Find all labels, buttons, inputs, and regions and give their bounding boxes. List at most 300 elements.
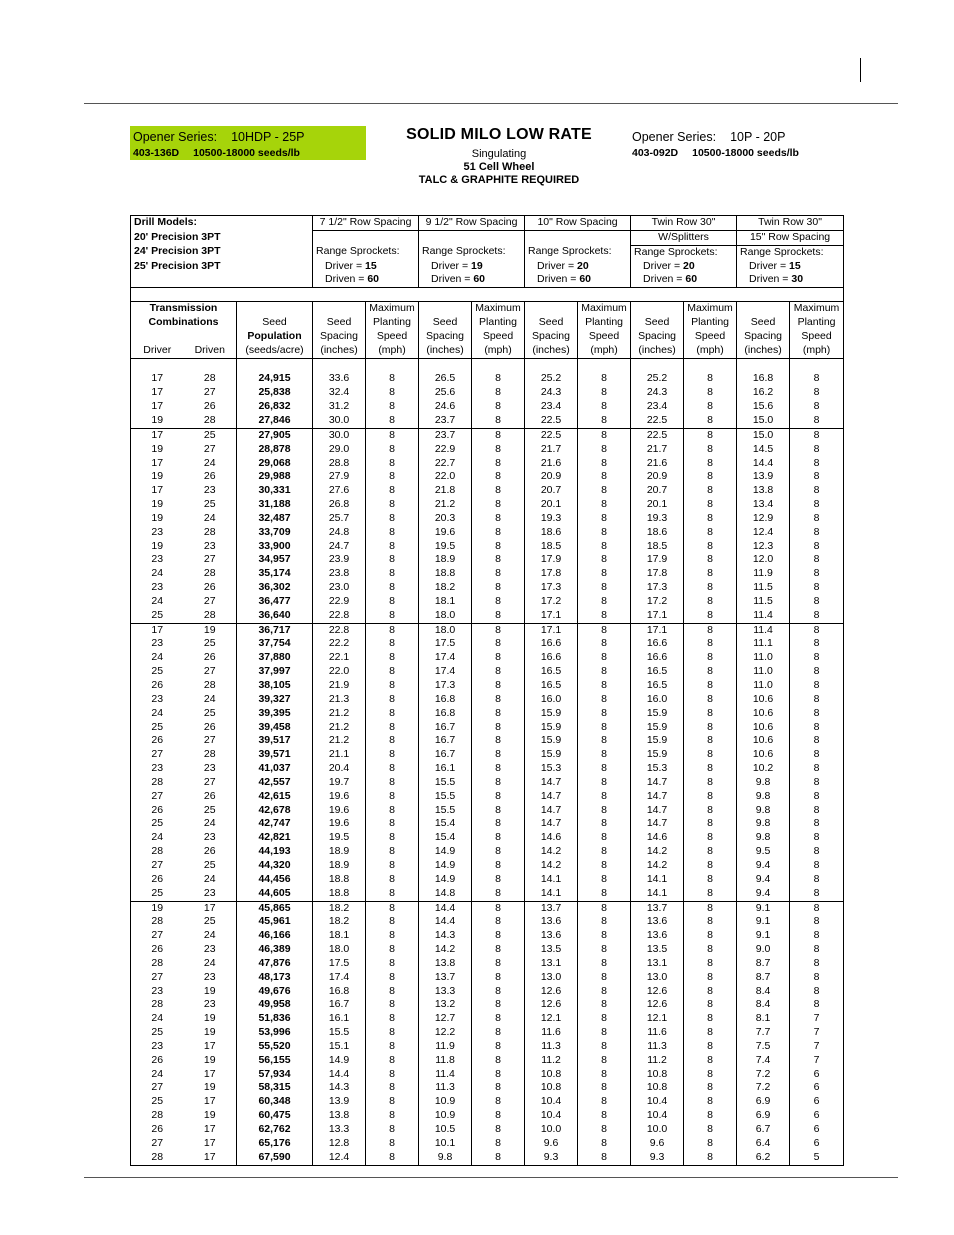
spacing-title-3: Twin Row 30" xyxy=(631,216,737,231)
drill-models-label: Drill Models: xyxy=(131,216,313,231)
driver-cell: 28 xyxy=(131,998,184,1012)
driven-cell: 19 xyxy=(203,984,216,997)
max-speed-cell: 8 xyxy=(366,831,419,845)
max-speed-cell: 8 xyxy=(472,693,525,707)
seed-spacing-cell: 18.2 xyxy=(313,915,366,929)
seed-spacing-cell: 6.7 xyxy=(737,1123,790,1137)
max-speed-cell: 8 xyxy=(472,734,525,748)
seed-spacing-cell: 16.6 xyxy=(631,637,684,651)
max-speed-cell: 8 xyxy=(790,372,844,386)
population-cell: 49,958 xyxy=(237,998,313,1012)
seed-spacing-cell: 22.1 xyxy=(313,651,366,665)
driven-value: 30 xyxy=(791,273,804,286)
max-speed-cell: 8 xyxy=(684,428,737,442)
seed-spacing-header: (inches) xyxy=(313,344,366,358)
max-speed-cell: 6 xyxy=(790,1068,844,1082)
population-cell: 36,640 xyxy=(237,609,313,623)
max-speed-cell: 8 xyxy=(366,595,419,609)
driver-cell: 23 xyxy=(131,985,184,999)
table-row xyxy=(131,665,844,679)
seed-spacing-cell: 15.6 xyxy=(737,400,790,414)
table-row xyxy=(131,873,844,887)
max-speed-cell: 8 xyxy=(790,693,844,707)
seed-spacing-cell: 12.9 xyxy=(737,512,790,526)
driven-cell: 19 xyxy=(184,623,237,637)
population-cell: 60,475 xyxy=(237,1109,313,1123)
max-speed-cell: 8 xyxy=(578,400,631,414)
population-cell: 42,821 xyxy=(237,831,313,845)
population-cell: 41,037 xyxy=(237,762,313,776)
seed-spacing-cell: 15.9 xyxy=(631,707,684,721)
seed-spacing-cell: 11.6 xyxy=(525,1026,578,1040)
max-speed-cell: 8 xyxy=(366,651,419,665)
driven-sprocket-3 xyxy=(631,273,737,287)
max-speed-cell: 8 xyxy=(790,762,844,776)
seed-spacing-cell: 19.6 xyxy=(313,790,366,804)
seed-spacing-cell: 8.7 xyxy=(737,957,790,971)
max-speed-cell: 8 xyxy=(684,693,737,707)
spacing-subtitle-2 xyxy=(525,230,631,245)
max-speed-cell: 8 xyxy=(790,400,844,414)
seed-spacing-header: Seed xyxy=(419,316,472,330)
max-speed-cell: 6 xyxy=(790,1081,844,1095)
max-speed-cell: 8 xyxy=(578,679,631,693)
seed-spacing-cell: 24.3 xyxy=(525,386,578,400)
title-block xyxy=(380,126,618,186)
seed-spacing-header: Spacing xyxy=(419,330,472,344)
table-row xyxy=(131,1123,844,1137)
max-speed-cell: 8 xyxy=(472,845,525,859)
driver-cell: 19 xyxy=(131,498,184,512)
population-cell: 45,865 xyxy=(237,901,313,915)
max-speed-cell: 8 xyxy=(684,817,737,831)
max-speed-cell: 8 xyxy=(472,901,525,915)
seed-spacing-cell: 13.1 xyxy=(631,957,684,971)
driven-cell: 25 xyxy=(203,706,216,719)
population-cell: 38,105 xyxy=(237,679,313,693)
seed-spacing-cell: 11.3 xyxy=(631,1040,684,1054)
max-speed-cell: 8 xyxy=(366,498,419,512)
max-speed-cell: 8 xyxy=(472,1068,525,1082)
page-title: SOLID MILO LOW RATE xyxy=(406,126,592,143)
max-speed-cell: 8 xyxy=(366,1123,419,1137)
seed-spacing-cell: 24.8 xyxy=(313,526,366,540)
table-row xyxy=(131,901,844,915)
max-speed-header: (mph) xyxy=(366,344,419,358)
table-row xyxy=(131,1068,844,1082)
seed-spacing-cell: 18.8 xyxy=(313,887,366,901)
max-speed-cell: 7 xyxy=(790,1040,844,1054)
max-speed-header: Maximum xyxy=(790,302,844,316)
population-cell: 44,605 xyxy=(237,887,313,901)
seed-spacing-cell: 14.2 xyxy=(525,845,578,859)
driven-cell: 19 xyxy=(203,1081,216,1094)
max-speed-cell: 8 xyxy=(684,526,737,540)
spacer-cell xyxy=(684,358,737,372)
seed-spacing-cell: 13.8 xyxy=(419,957,472,971)
driven-cell: 25 xyxy=(203,498,216,511)
seed-spacing-cell: 30.0 xyxy=(313,414,366,428)
seed-spacing-cell: 14.7 xyxy=(525,776,578,790)
driven-cell: 17 xyxy=(203,1039,216,1052)
driver-cell: 27 xyxy=(131,1081,184,1095)
population-cell: 28,878 xyxy=(237,443,313,457)
driver-cell: 26 xyxy=(131,1123,184,1137)
population-cell: 37,880 xyxy=(237,651,313,665)
max-speed-cell: 8 xyxy=(578,971,631,985)
driven-cell: 17 xyxy=(203,1123,216,1135)
driver-cell: 27 xyxy=(131,790,184,804)
max-speed-cell: 8 xyxy=(578,540,631,554)
max-speed-cell: 8 xyxy=(578,734,631,748)
driven-cell: 19 xyxy=(203,1053,216,1066)
driver-cell: 24 xyxy=(131,1068,184,1082)
max-speed-cell: 8 xyxy=(790,957,844,971)
max-speed-cell: 8 xyxy=(684,957,737,971)
population-header: Seed xyxy=(237,316,313,330)
max-speed-cell: 8 xyxy=(472,859,525,873)
max-speed-header: (mph) xyxy=(578,344,631,358)
max-speed-cell: 8 xyxy=(472,790,525,804)
seed-spacing-cell: 17.4 xyxy=(313,971,366,985)
table-row xyxy=(131,915,844,929)
max-speed-cell: 8 xyxy=(790,443,844,457)
transmission-header: Transmission xyxy=(131,302,237,316)
driven-sprocket-1 xyxy=(419,273,525,287)
population-cell: 49,676 xyxy=(237,985,313,999)
max-speed-cell: 8 xyxy=(366,1068,419,1082)
table-row xyxy=(131,985,844,999)
seed-spacing-cell: 10.8 xyxy=(525,1068,578,1082)
max-speed-cell: 8 xyxy=(684,372,737,386)
seed-spacing-cell: 15.1 xyxy=(313,1040,366,1054)
max-speed-cell: 8 xyxy=(578,428,631,442)
table-row xyxy=(131,957,844,971)
driven-value: 60 xyxy=(473,273,486,286)
seed-spacing-cell: 10.8 xyxy=(631,1068,684,1082)
seed-spacing-cell: 12.6 xyxy=(631,985,684,999)
max-speed-cell: 8 xyxy=(472,414,525,428)
max-speed-cell: 8 xyxy=(366,1151,419,1165)
driver-cell: 27 xyxy=(131,1137,184,1151)
seed-spacing-cell: 18.8 xyxy=(419,567,472,581)
table-row xyxy=(131,971,844,985)
seed-spacing-cell: 14.8 xyxy=(419,887,472,901)
seed-spacing-cell: 7.4 xyxy=(737,1054,790,1068)
population-cell: 56,155 xyxy=(237,1054,313,1068)
driven-cell: 23 xyxy=(203,484,216,497)
max-speed-cell: 8 xyxy=(790,679,844,693)
max-speed-cell: 8 xyxy=(684,567,737,581)
population-cell: 42,615 xyxy=(237,790,313,804)
population-cell: 39,327 xyxy=(237,693,313,707)
max-speed-cell: 8 xyxy=(578,498,631,512)
seed-spacing-cell: 9.4 xyxy=(737,887,790,901)
seed-spacing-cell: 20.4 xyxy=(313,762,366,776)
max-speed-cell: 8 xyxy=(684,971,737,985)
max-speed-cell: 8 xyxy=(366,512,419,526)
seed-spacing-cell: 14.1 xyxy=(631,873,684,887)
seed-spacing-cell: 16.8 xyxy=(737,372,790,386)
seed-spacing-cell: 7.5 xyxy=(737,1040,790,1054)
range-sprockets-label-2: Range Sprockets: xyxy=(525,245,631,259)
seed-spacing-cell: 11.2 xyxy=(525,1054,578,1068)
seed-spacing-cell: 30.0 xyxy=(313,428,366,442)
max-speed-cell: 8 xyxy=(578,470,631,484)
population-cell: 30,331 xyxy=(237,484,313,498)
table-row xyxy=(131,553,844,567)
max-speed-cell: 8 xyxy=(578,1151,631,1165)
max-speed-cell: 8 xyxy=(578,665,631,679)
max-speed-cell: 8 xyxy=(366,804,419,818)
max-speed-cell: 8 xyxy=(472,470,525,484)
max-speed-cell: 8 xyxy=(578,414,631,428)
seed-spacing-cell: 22.7 xyxy=(419,457,472,471)
population-cell: 36,477 xyxy=(237,595,313,609)
driver-cell: 23 xyxy=(131,581,184,595)
population-cell: 55,520 xyxy=(237,1040,313,1054)
seed-spacing-cell: 13.3 xyxy=(313,1123,366,1137)
max-speed-cell: 8 xyxy=(472,428,525,442)
max-speed-cell: 8 xyxy=(578,1109,631,1123)
max-speed-cell: 8 xyxy=(684,498,737,512)
driven-cell: 23 xyxy=(203,831,216,844)
population-cell: 48,173 xyxy=(237,971,313,985)
seed-spacing-cell: 21.3 xyxy=(313,693,366,707)
max-speed-cell: 6 xyxy=(790,1095,844,1109)
seed-spacing-cell: 18.5 xyxy=(631,540,684,554)
max-speed-cell: 8 xyxy=(684,734,737,748)
seed-spacing-cell: 11.0 xyxy=(737,651,790,665)
seed-spacing-cell: 32.4 xyxy=(313,386,366,400)
max-speed-cell: 8 xyxy=(684,470,737,484)
spacer-cell xyxy=(472,358,525,372)
max-speed-cell: 8 xyxy=(578,817,631,831)
seed-spacing-cell: 6.9 xyxy=(737,1095,790,1109)
max-speed-cell: 8 xyxy=(366,887,419,901)
seed-spacing-header xyxy=(313,302,366,316)
max-speed-cell: 7 xyxy=(790,1012,844,1026)
seed-rate-table xyxy=(130,215,844,1166)
table-row xyxy=(131,817,844,831)
seed-spacing-cell: 13.0 xyxy=(631,971,684,985)
max-speed-cell: 8 xyxy=(366,1109,419,1123)
max-speed-cell: 8 xyxy=(366,817,419,831)
driver-cell: 25 xyxy=(131,609,184,623)
seed-spacing-cell: 11.9 xyxy=(419,1040,472,1054)
max-speed-cell: 8 xyxy=(472,400,525,414)
seed-spacing-cell: 14.3 xyxy=(313,1081,366,1095)
max-speed-cell: 8 xyxy=(578,651,631,665)
seed-spacing-cell: 33.6 xyxy=(313,372,366,386)
seed-spacing-cell: 14.5 xyxy=(737,443,790,457)
max-speed-cell: 8 xyxy=(684,1081,737,1095)
seed-spacing-cell: 14.4 xyxy=(419,915,472,929)
max-speed-cell: 8 xyxy=(790,817,844,831)
driven-cell: 28 xyxy=(203,608,216,621)
seed-spacing-cell: 15.0 xyxy=(737,428,790,442)
population-cell: 29,988 xyxy=(237,470,313,484)
spacer-cell xyxy=(237,358,313,372)
max-speed-cell: 8 xyxy=(472,526,525,540)
driven-label: Driven = xyxy=(537,273,580,286)
max-speed-cell: 8 xyxy=(472,1109,525,1123)
max-speed-cell: 6 xyxy=(790,1109,844,1123)
seed-spacing-cell: 6.4 xyxy=(737,1137,790,1151)
driver-label: Driver = xyxy=(325,259,365,272)
seed-spacing-cell: 9.8 xyxy=(737,804,790,818)
max-speed-header: Planting xyxy=(578,316,631,330)
seed-spacing-cell: 16.8 xyxy=(419,693,472,707)
population-cell: 45,961 xyxy=(237,915,313,929)
max-speed-cell: 8 xyxy=(578,887,631,901)
population-cell: 60,348 xyxy=(237,1095,313,1109)
max-speed-cell: 8 xyxy=(684,595,737,609)
max-speed-cell: 8 xyxy=(790,498,844,512)
driver-sprocket-3 xyxy=(631,260,737,274)
population-header: Population xyxy=(237,330,313,344)
seed-spacing-header: Spacing xyxy=(525,330,578,344)
driven-cell: 25 xyxy=(203,637,216,650)
max-speed-cell: 8 xyxy=(472,595,525,609)
max-speed-cell: 8 xyxy=(472,386,525,400)
max-speed-cell: 8 xyxy=(684,623,737,637)
driven-cell: 17 xyxy=(184,1151,237,1165)
max-speed-cell: 8 xyxy=(790,414,844,428)
table-row xyxy=(131,457,844,471)
max-speed-cell: 8 xyxy=(684,873,737,887)
max-speed-cell: 8 xyxy=(790,707,844,721)
seed-spacing-cell: 12.8 xyxy=(313,1137,366,1151)
driven-cell: 17 xyxy=(203,1095,216,1108)
max-speed-cell: 8 xyxy=(366,623,419,637)
driver-header xyxy=(131,330,184,344)
population-cell: 42,678 xyxy=(237,804,313,818)
driven-label: Driven = xyxy=(325,273,368,286)
seed-spacing-cell: 13.5 xyxy=(525,943,578,957)
seed-spacing-cell: 13.7 xyxy=(631,901,684,915)
max-speed-cell: 8 xyxy=(366,526,419,540)
table-row xyxy=(131,1137,844,1151)
seed-spacing-cell: 21.7 xyxy=(631,443,684,457)
seed-spacing-cell: 22.2 xyxy=(313,637,366,651)
seed-spacing-cell: 10.8 xyxy=(631,1081,684,1095)
seed-spacing-cell: 18.0 xyxy=(419,609,472,623)
driven-cell: 23 xyxy=(203,762,216,775)
population-cell: 32,487 xyxy=(237,512,313,526)
max-speed-cell: 8 xyxy=(366,637,419,651)
opener-left-label: Opener Series: xyxy=(133,130,218,144)
seed-spacing-cell: 16.0 xyxy=(525,693,578,707)
population-cell: 24,915 xyxy=(237,372,313,386)
seed-spacing-cell: 25.6 xyxy=(419,386,472,400)
seed-spacing-cell: 23.7 xyxy=(419,414,472,428)
seed-spacing-cell: 21.1 xyxy=(313,748,366,762)
seed-spacing-cell: 15.9 xyxy=(525,748,578,762)
driver-header: Driver xyxy=(131,344,184,358)
max-speed-cell: 8 xyxy=(790,553,844,567)
max-speed-cell: 8 xyxy=(684,776,737,790)
max-speed-cell: 8 xyxy=(790,831,844,845)
max-speed-cell: 8 xyxy=(684,887,737,901)
max-speed-cell: 8 xyxy=(366,414,419,428)
seed-spacing-cell: 22.8 xyxy=(313,609,366,623)
seed-spacing-cell: 10.1 xyxy=(419,1137,472,1151)
seed-spacing-cell: 9.8 xyxy=(737,790,790,804)
seed-spacing-cell: 16.6 xyxy=(525,651,578,665)
seed-spacing-cell: 20.9 xyxy=(525,470,578,484)
driver-cell: 17 xyxy=(131,386,184,400)
driven-cell: 28 xyxy=(203,679,216,691)
spacer-cell xyxy=(790,358,844,372)
spacing-subtitle-0 xyxy=(313,230,419,245)
seed-spacing-cell: 23.8 xyxy=(313,567,366,581)
seed-spacing-cell: 22.8 xyxy=(313,623,366,637)
max-speed-cell: 8 xyxy=(472,998,525,1012)
spacing-title-0: 7 1/2" Row Spacing xyxy=(313,216,419,231)
max-speed-cell: 8 xyxy=(578,985,631,999)
max-speed-cell: 8 xyxy=(472,1040,525,1054)
seed-spacing-cell: 22.5 xyxy=(631,414,684,428)
population-cell: 39,395 xyxy=(237,707,313,721)
max-speed-cell: 8 xyxy=(578,693,631,707)
driver-cell: 25 xyxy=(131,887,184,901)
seed-spacing-cell: 18.1 xyxy=(313,929,366,943)
seed-spacing-cell: 10.4 xyxy=(631,1095,684,1109)
max-speed-cell: 6 xyxy=(790,1123,844,1137)
max-speed-header: Speed xyxy=(790,330,844,344)
driven-value: 60 xyxy=(367,273,380,286)
max-speed-cell: 8 xyxy=(684,1151,737,1165)
max-speed-cell: 8 xyxy=(684,859,737,873)
max-speed-cell: 8 xyxy=(790,721,844,735)
subtitle-cell-wheel: 51 Cell Wheel xyxy=(463,161,535,173)
seed-spacing-cell: 17.9 xyxy=(525,553,578,567)
driver-cell: 28 xyxy=(131,915,184,929)
max-speed-cell: 8 xyxy=(578,1081,631,1095)
seed-spacing-cell: 17.1 xyxy=(525,609,578,623)
seed-spacing-cell: 16.7 xyxy=(419,721,472,735)
seed-spacing-cell: 10.2 xyxy=(737,762,790,776)
max-speed-cell: 8 xyxy=(684,457,737,471)
population-cell: 34,957 xyxy=(237,553,313,567)
max-speed-cell: 8 xyxy=(366,540,419,554)
max-speed-cell: 8 xyxy=(472,372,525,386)
max-speed-cell: 8 xyxy=(790,804,844,818)
max-speed-cell: 8 xyxy=(684,721,737,735)
max-speed-cell: 8 xyxy=(472,817,525,831)
seed-spacing-cell: 22.9 xyxy=(313,595,366,609)
driven-cell: 24 xyxy=(203,456,216,469)
spacer-cell xyxy=(419,358,472,372)
max-speed-cell: 8 xyxy=(684,553,737,567)
population-cell: 27,846 xyxy=(237,414,313,428)
max-speed-cell: 8 xyxy=(790,540,844,554)
table-row xyxy=(131,1054,844,1068)
seed-spacing-cell: 17.9 xyxy=(631,553,684,567)
seed-spacing-cell: 20.1 xyxy=(631,498,684,512)
driver-cell: 25 xyxy=(131,817,184,831)
drill-blank xyxy=(131,273,313,287)
max-speed-cell: 8 xyxy=(684,512,737,526)
max-speed-cell: 8 xyxy=(366,748,419,762)
max-speed-cell: 8 xyxy=(366,901,419,915)
seed-spacing-cell: 22.0 xyxy=(313,665,366,679)
driver-cell: 28 xyxy=(131,1109,184,1123)
seed-spacing-cell: 26.8 xyxy=(313,498,366,512)
max-speed-cell: 8 xyxy=(684,1109,737,1123)
driven-cell: 27 xyxy=(203,594,216,607)
